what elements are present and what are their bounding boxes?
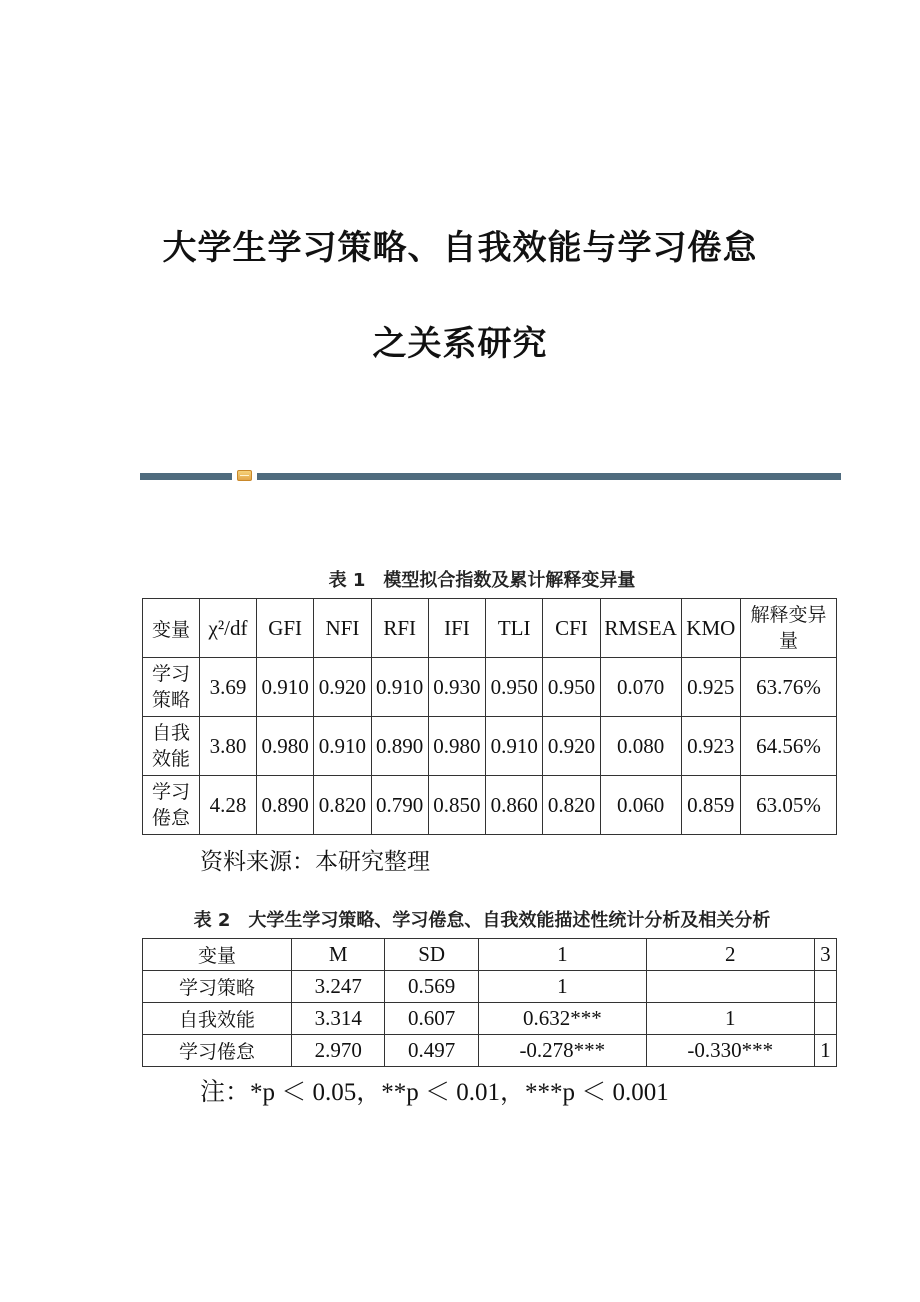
- table2-row: [143, 971, 837, 1003]
- table1-source: 资料来源：本研究整理: [200, 849, 430, 875]
- divider-bar-right: [257, 473, 841, 480]
- table1-header-cell: GFI: [257, 599, 314, 658]
- table2-cell: -0.330***: [646, 1035, 814, 1067]
- table1-cell: 0.920: [543, 717, 600, 776]
- table1-header-row: [143, 599, 837, 658]
- table1-cell: 3.80: [200, 717, 257, 776]
- table1-row-label: 自我效能: [143, 717, 200, 776]
- table2-row-label: 学习策略: [143, 971, 292, 1003]
- table2-header-cell: 2: [646, 939, 814, 971]
- table1-cell: 0.820: [543, 776, 600, 835]
- section-divider: [140, 470, 841, 482]
- table1-cell: 0.790: [371, 776, 428, 835]
- table1-row: [143, 776, 837, 835]
- table2-cell: [814, 971, 836, 1003]
- table1-header-cell: 变量: [143, 599, 200, 658]
- table2-header-cell: 3: [814, 939, 836, 971]
- table1-header-cell: χ²/df: [200, 599, 257, 658]
- table1-row: [143, 658, 837, 717]
- table1-header-cell: TLI: [486, 599, 543, 658]
- table2-cell: -0.278***: [478, 1035, 646, 1067]
- table1-cell: 4.28: [200, 776, 257, 835]
- table1-cell: 0.910: [371, 658, 428, 717]
- table1-cell: 0.070: [600, 658, 681, 717]
- table1-cell: 3.69: [200, 658, 257, 717]
- table1-cell: 0.060: [600, 776, 681, 835]
- table1-cell: 63.05%: [741, 776, 837, 835]
- table1-cell: 0.080: [600, 717, 681, 776]
- table1-cell: 0.910: [486, 717, 543, 776]
- table1-cell: 0.860: [486, 776, 543, 835]
- table2-header-cell: 1: [478, 939, 646, 971]
- table1-cell: 0.910: [257, 658, 314, 717]
- table2-cell: 0.569: [385, 971, 478, 1003]
- table1-cell: 0.910: [314, 717, 371, 776]
- table1-header-cell: KMO: [681, 599, 740, 658]
- table1-cell: 0.859: [681, 776, 740, 835]
- descriptive-correlation-table: [142, 938, 837, 1067]
- paper-title-line-2: 之关系研究: [372, 324, 548, 364]
- table2-cell: 1: [646, 1003, 814, 1035]
- table2-header-cell: M: [292, 939, 385, 971]
- table2-row-label: 自我效能: [143, 1003, 292, 1035]
- table1-cell: 0.850: [428, 776, 485, 835]
- table2-caption: 表 2 大学生学习策略、学习倦怠、自我效能描述性统计分析及相关分析: [193, 910, 771, 931]
- table1-cell: 0.980: [428, 717, 485, 776]
- table2-cell: 0.632***: [478, 1003, 646, 1035]
- table1-header-cell: CFI: [543, 599, 600, 658]
- table2-cell: 1: [478, 971, 646, 1003]
- table1-header-cell: RMSEA: [600, 599, 681, 658]
- table1-cell: 0.920: [314, 658, 371, 717]
- table2-header-cell: SD: [385, 939, 478, 971]
- table1-cell: 0.820: [314, 776, 371, 835]
- divider-bar-left: [140, 473, 232, 480]
- table2-cell: [814, 1003, 836, 1035]
- table1-cell: 0.950: [543, 658, 600, 717]
- table2-cell: 2.970: [292, 1035, 385, 1067]
- table1-header-cell: 解释变异量: [741, 599, 837, 658]
- table2-cell: 1: [814, 1035, 836, 1067]
- significance-note: 注：*p ＜ 0.05，**p ＜ 0.01，***p ＜ 0.001: [200, 1079, 669, 1106]
- table1-row-label: 学习倦怠: [143, 776, 200, 835]
- table1-cell: 0.925: [681, 658, 740, 717]
- table2-cell: 3.314: [292, 1003, 385, 1035]
- table2-header-cell: 变量: [143, 939, 292, 971]
- table1-cell: 0.980: [257, 717, 314, 776]
- table2-row-label: 学习倦怠: [143, 1035, 292, 1067]
- table1-cell: 0.890: [371, 717, 428, 776]
- table2-row: [143, 1035, 837, 1067]
- table1-cell: 0.950: [486, 658, 543, 717]
- table1-row-label: 学习策略: [143, 658, 200, 717]
- table1-header-cell: RFI: [371, 599, 428, 658]
- table2-header-row: [143, 939, 837, 971]
- table1-cell: 0.923: [681, 717, 740, 776]
- table2-cell: [646, 971, 814, 1003]
- divider-ornament-icon: [237, 470, 252, 481]
- table2-cell: 3.247: [292, 971, 385, 1003]
- table1-row: [143, 717, 837, 776]
- table1-cell: 0.930: [428, 658, 485, 717]
- table1-header-cell: IFI: [428, 599, 485, 658]
- model-fit-table: [142, 598, 837, 835]
- table1-cell: 63.76%: [741, 658, 837, 717]
- table1-cell: 64.56%: [741, 717, 837, 776]
- table2-cell: 0.497: [385, 1035, 478, 1067]
- table1-caption: 表 1 模型拟合指数及累计解释变异量: [328, 570, 636, 591]
- table2-row: [143, 1003, 837, 1035]
- paper-title-line-1: 大学生学习策略、自我效能与学习倦怠: [162, 228, 758, 268]
- table1-header-cell: NFI: [314, 599, 371, 658]
- table2-cell: 0.607: [385, 1003, 478, 1035]
- table1-cell: 0.890: [257, 776, 314, 835]
